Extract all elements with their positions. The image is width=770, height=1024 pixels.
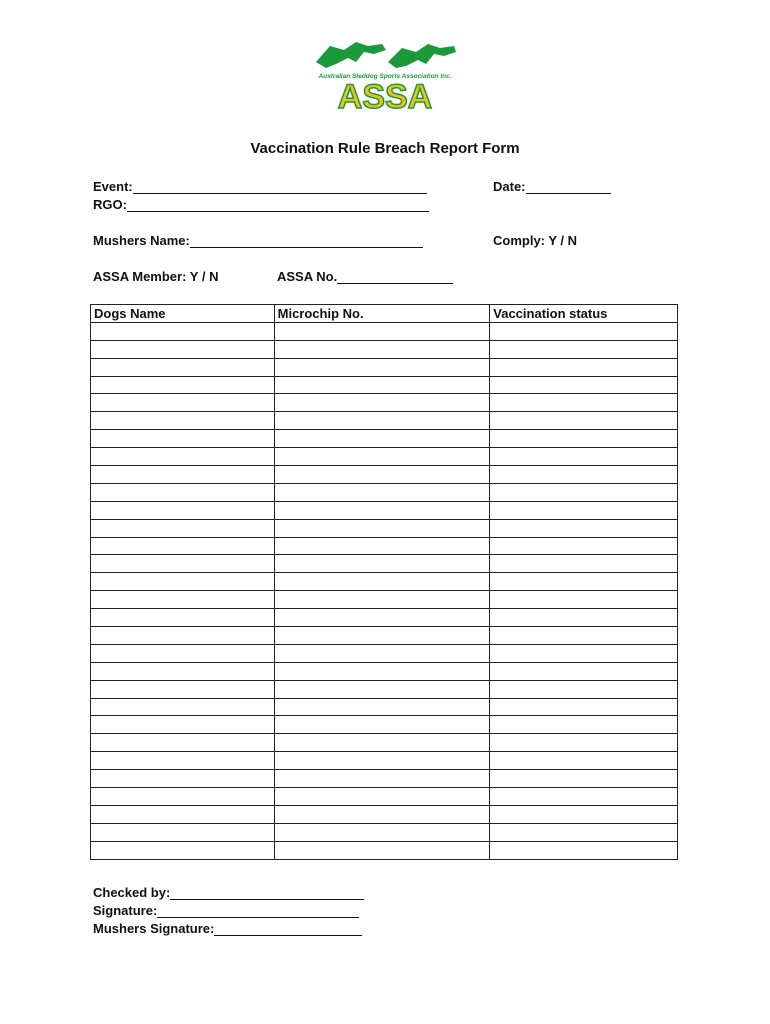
dogs-name-cell[interactable] (91, 591, 275, 609)
comply-field[interactable]: Comply: Y / N (493, 233, 578, 248)
vaccination-status-cell[interactable] (490, 662, 678, 680)
dogs-name-cell[interactable] (91, 573, 275, 591)
microchip-cell[interactable] (274, 734, 490, 752)
microchip-cell[interactable] (274, 591, 490, 609)
header-dogs-name: Dogs Name (91, 305, 275, 323)
vaccination-status-cell[interactable] (490, 358, 678, 376)
vaccination-status-cell[interactable] (490, 430, 678, 448)
table-row (91, 483, 678, 501)
table-row (91, 340, 678, 358)
vaccination-status-cell[interactable] (490, 466, 678, 484)
table-row (91, 448, 678, 466)
vaccination-status-cell[interactable] (490, 788, 678, 806)
table-header-row (91, 305, 678, 323)
table-row (91, 698, 678, 716)
vaccination-status-cell[interactable] (490, 734, 678, 752)
mushers-name-field[interactable] (93, 233, 423, 248)
form-title: Vaccination Rule Breach Report Form (250, 140, 520, 157)
dogs-name-cell[interactable] (91, 734, 275, 752)
table-row (91, 627, 678, 645)
mushers-name-label: Mushers Name: (93, 233, 190, 248)
vaccination-status-cell[interactable] (490, 555, 678, 573)
microchip-cell[interactable] (274, 501, 490, 519)
microchip-cell[interactable] (274, 412, 490, 430)
table-row (91, 716, 678, 734)
vaccination-status-cell[interactable] (490, 519, 678, 537)
dogs-name-cell[interactable] (91, 841, 275, 859)
logo-org-name: Australian Sleddog Sports Association Inc. (318, 73, 452, 80)
table-row (91, 662, 678, 680)
microchip-cell[interactable] (274, 770, 490, 788)
dogs-name-cell[interactable] (91, 448, 275, 466)
dogs-name-cell[interactable] (91, 627, 275, 645)
event-label: Event: (93, 179, 133, 194)
microchip-cell[interactable] (274, 573, 490, 591)
microchip-cell[interactable] (274, 519, 490, 537)
table-row (91, 823, 678, 841)
dogs-name-cell[interactable] (91, 322, 275, 340)
table-row (91, 412, 678, 430)
checked-by-field[interactable] (93, 885, 364, 900)
dogs-table (90, 304, 678, 860)
dogs-name-cell[interactable] (91, 483, 275, 501)
assa-member-field[interactable]: ASSA Member: Y / N (93, 269, 219, 284)
microchip-cell[interactable] (274, 483, 490, 501)
dogs-name-cell[interactable] (91, 519, 275, 537)
vaccination-status-cell[interactable] (490, 698, 678, 716)
table-row (91, 573, 678, 591)
microchip-cell[interactable] (274, 698, 490, 716)
microchip-cell[interactable] (274, 716, 490, 734)
vaccination-status-cell[interactable] (490, 770, 678, 788)
microchip-cell[interactable] (274, 448, 490, 466)
dogs-name-cell[interactable] (91, 644, 275, 662)
logo-abbr: ASSA (337, 78, 433, 112)
table-row (91, 466, 678, 484)
microchip-cell[interactable] (274, 752, 490, 770)
vaccination-status-cell[interactable] (490, 537, 678, 555)
dogs-name-cell[interactable] (91, 680, 275, 698)
microchip-cell[interactable] (274, 466, 490, 484)
dogs-name-cell[interactable] (91, 340, 275, 358)
vaccination-status-cell[interactable] (490, 627, 678, 645)
table-row (91, 609, 678, 627)
vaccination-status-cell[interactable] (490, 412, 678, 430)
microchip-cell[interactable] (274, 841, 490, 859)
dogs-name-cell[interactable] (91, 376, 275, 394)
dogs-name-cell[interactable] (91, 501, 275, 519)
table-row (91, 430, 678, 448)
date-field[interactable] (493, 179, 611, 194)
vaccination-status-cell[interactable] (490, 376, 678, 394)
signature-field[interactable] (93, 903, 359, 918)
dogs-name-cell[interactable] (91, 770, 275, 788)
dogs-name-cell[interactable] (91, 716, 275, 734)
vaccination-status-cell[interactable] (490, 448, 678, 466)
dogs-name-cell[interactable] (91, 823, 275, 841)
table-row (91, 519, 678, 537)
table-row (91, 322, 678, 340)
vaccination-status-cell[interactable] (490, 841, 678, 859)
table-row (91, 770, 678, 788)
sled-dogs-icon (316, 42, 456, 68)
table-row (91, 805, 678, 823)
table-row (91, 555, 678, 573)
dogs-name-cell[interactable] (91, 537, 275, 555)
dogs-name-cell[interactable] (91, 412, 275, 430)
rgo-label: RGO: (93, 197, 127, 212)
microchip-cell[interactable] (274, 680, 490, 698)
microchip-cell[interactable] (274, 823, 490, 841)
table-row (91, 376, 678, 394)
dogs-name-cell[interactable] (91, 430, 275, 448)
vaccination-status-cell[interactable] (490, 591, 678, 609)
table-row (91, 501, 678, 519)
dogs-name-cell[interactable] (91, 752, 275, 770)
dogs-name-cell[interactable] (91, 609, 275, 627)
header-microchip: Microchip No. (274, 305, 490, 323)
vaccination-status-cell[interactable] (490, 573, 678, 591)
microchip-cell[interactable] (274, 376, 490, 394)
rgo-field[interactable] (93, 197, 429, 212)
assa-logo (312, 40, 458, 112)
dogs-name-cell[interactable] (91, 788, 275, 806)
dogs-name-cell[interactable] (91, 394, 275, 412)
microchip-cell[interactable] (274, 537, 490, 555)
dogs-name-cell[interactable] (91, 698, 275, 716)
mushers-signature-label: Mushers Signature: (93, 921, 215, 936)
table-row (91, 734, 678, 752)
vaccination-status-cell[interactable] (490, 483, 678, 501)
table-row (91, 358, 678, 376)
table-body (91, 322, 678, 859)
microchip-cell[interactable] (274, 358, 490, 376)
vaccination-status-cell[interactable] (490, 340, 678, 358)
table-row (91, 752, 678, 770)
microchip-cell[interactable] (274, 430, 490, 448)
table-row (91, 680, 678, 698)
vaccination-status-cell[interactable] (490, 501, 678, 519)
vaccination-status-cell[interactable] (490, 644, 678, 662)
checked-by-label: Checked by: (93, 885, 171, 900)
vaccination-status-cell[interactable] (490, 322, 678, 340)
signature-label: Signature: (93, 903, 158, 918)
table-row (91, 788, 678, 806)
vaccination-status-cell[interactable] (490, 680, 678, 698)
microchip-cell[interactable] (274, 805, 490, 823)
date-label: Date: (493, 179, 526, 194)
microchip-cell[interactable] (274, 322, 490, 340)
mushers-signature-field[interactable] (93, 921, 362, 936)
microchip-cell[interactable] (274, 394, 490, 412)
vaccination-status-cell[interactable] (490, 716, 678, 734)
header-vaccination-status: Vaccination status (490, 305, 678, 323)
table-row (91, 841, 678, 859)
vaccination-status-cell[interactable] (490, 805, 678, 823)
microchip-cell[interactable] (274, 662, 490, 680)
dogs-name-cell[interactable] (91, 555, 275, 573)
dogs-name-cell[interactable] (91, 358, 275, 376)
microchip-cell[interactable] (274, 555, 490, 573)
vaccination-status-cell[interactable] (490, 823, 678, 841)
assa-no-field[interactable] (277, 269, 453, 284)
microchip-cell[interactable] (274, 609, 490, 627)
vaccination-status-cell[interactable] (490, 609, 678, 627)
microchip-cell[interactable] (274, 627, 490, 645)
table-row (91, 644, 678, 662)
dogs-name-cell[interactable] (91, 466, 275, 484)
vaccination-status-cell[interactable] (490, 394, 678, 412)
table-row (91, 537, 678, 555)
microchip-cell[interactable] (274, 340, 490, 358)
assa-no-label: ASSA No. (277, 269, 338, 284)
event-field[interactable] (93, 179, 427, 194)
table-row (91, 394, 678, 412)
microchip-cell[interactable] (274, 644, 490, 662)
dogs-name-cell[interactable] (91, 805, 275, 823)
dogs-name-cell[interactable] (91, 662, 275, 680)
vaccination-status-cell[interactable] (490, 752, 678, 770)
table-row (91, 591, 678, 609)
microchip-cell[interactable] (274, 788, 490, 806)
